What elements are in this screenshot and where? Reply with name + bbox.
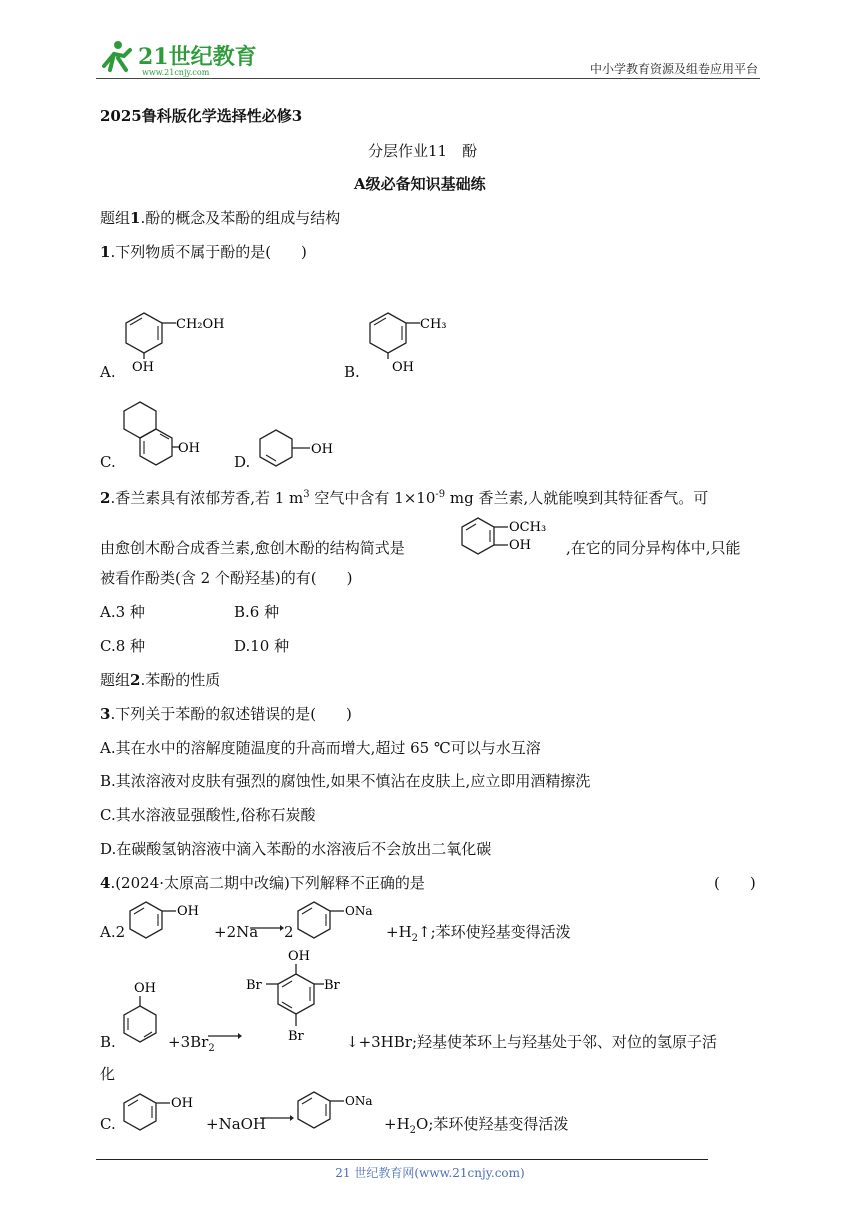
- q1-option-a-label: A.: [100, 363, 116, 381]
- platform-name: 中小学教育资源及组卷应用平台: [589, 62, 758, 76]
- question-4-stem: 4.(2024·太原高二期中改编)下列解释不正确的是: [100, 874, 425, 892]
- svg-text:OH: OH: [171, 1096, 193, 1111]
- q3-option-d: D.在碳酸氢钠溶液中滴入苯酚的水溶液后不会放出二氧化碳: [100, 840, 492, 858]
- svg-text:CH₃: CH₃: [420, 317, 447, 332]
- question-2-line-2b: ,在它的同分异构体中,只能: [566, 539, 741, 557]
- svg-text:OH: OH: [509, 538, 531, 553]
- question-2-line-1: 2.香兰素具有浓郁芳香,若 1 $m^3$ 空气中含有 $1\times 10^{-9}$ mg 香兰素,人就能嗅到其特征香气。可: [100, 489, 709, 507]
- q1-structure-d: [256, 426, 346, 472]
- svg-text:OH: OH: [177, 904, 199, 919]
- q2-option-a: A.3 种: [100, 603, 145, 621]
- q1-structure-c: [118, 396, 218, 470]
- q1-option-d-label: D.: [234, 453, 251, 471]
- svg-text:Br: Br: [324, 978, 340, 993]
- svg-text:ONa: ONa: [345, 1094, 373, 1108]
- guaiacol-structure: [458, 514, 558, 558]
- q3-option-a: A.其在水中的溶解度随温度的升高而增大,超过 65 ℃可以与水互溶: [100, 739, 541, 757]
- q4-option-c-reagent: +NaOH: [206, 1115, 267, 1133]
- reaction-arrow-icon: [208, 1030, 242, 1042]
- q2-option-c: C.8 种: [100, 637, 146, 655]
- q1-option-b-label: B.: [344, 363, 360, 381]
- level-heading: A级必备知识基础练: [354, 175, 486, 193]
- svg-text:CH₂OH: CH₂OH: [176, 317, 225, 332]
- footer-link[interactable]: 21 世纪教育网(www.21cnjy.com): [335, 1166, 525, 1180]
- q3-option-b: B.其浓溶液对皮肤有强烈的腐蚀性,如果不慎沾在皮肤上,应立即用酒精擦洗: [100, 772, 591, 790]
- question-2-line-3: 被看作酚类(含 2 个酚羟基)的有( ): [100, 569, 353, 587]
- svg-text:www.21cnjy.com: www.21cnjy.com: [142, 68, 210, 77]
- question-2-line-2a: 由愈创木酚合成香兰素,愈创木酚的结构简式是: [100, 539, 405, 557]
- reaction-arrow-icon: [260, 1112, 294, 1124]
- group-heading-2: 题组2.苯酚的性质: [100, 671, 221, 689]
- q4-option-b-prefix: B.: [100, 1033, 116, 1051]
- svg-text:ONa: ONa: [345, 904, 373, 918]
- q4-option-a-reagent: +2Na: [214, 923, 259, 941]
- q4-option-a-coef: 2: [284, 923, 294, 941]
- q4-option-c-prefix: C.: [100, 1115, 116, 1133]
- header-divider: [96, 78, 760, 79]
- question-4-answer-paren: ( ): [714, 874, 756, 892]
- reaction-arrow-icon: [250, 922, 284, 934]
- q4-option-b-explanation: ↓+3HBr;羟基使苯环上与羟基处于邻、对位的氢原子活: [346, 1033, 718, 1051]
- svg-text:OH: OH: [392, 360, 414, 375]
- question-3-stem: 3.下列关于苯酚的叙述错误的是( ): [100, 705, 352, 723]
- svg-text:OH: OH: [134, 981, 156, 996]
- q4-c-phenoxide: [294, 1088, 384, 1130]
- footer-divider: [96, 1159, 708, 1160]
- svg-text:OH: OH: [178, 441, 200, 456]
- svg-text:OH: OH: [132, 360, 154, 375]
- q4-b-tribromophenol: [244, 946, 348, 1046]
- question-1-stem: 1.下列物质不属于酚的是( ): [100, 243, 307, 261]
- svg-text:OH: OH: [311, 442, 333, 457]
- q4-option-a-explanation: $+H_2↑$;苯环使羟基变得活泼: [386, 923, 571, 944]
- group-heading-1: 题组1.酚的概念及苯酚的组成与结构: [100, 209, 341, 227]
- svg-text:Br: Br: [288, 1029, 304, 1044]
- q1-structure-b: [362, 305, 462, 377]
- q2-option-b: B.6 种: [234, 603, 280, 621]
- q4-b-phenol: [118, 976, 168, 1052]
- page-title: 分层作业11 酚: [368, 142, 478, 160]
- q1-option-c-label: C.: [100, 453, 116, 471]
- runner-icon: [104, 41, 130, 70]
- svg-text:Br: Br: [246, 978, 262, 993]
- q4-option-b-wrap: 化: [100, 1065, 116, 1083]
- q3-option-c: C.其水溶液显强酸性,俗称石炭酸: [100, 806, 316, 824]
- svg-text:OH: OH: [288, 949, 310, 964]
- q4-option-c-explanation: $+H_2O$;苯环使羟基变得活泼: [384, 1115, 569, 1136]
- q1-structure-a: [118, 305, 248, 377]
- svg-text:21世纪教育: 21世纪教育: [138, 44, 256, 70]
- q4-option-b-reagent: $+3Br_2$: [168, 1033, 215, 1054]
- q4-c-phenol: [120, 1090, 204, 1132]
- q2-option-d: D.10 种: [234, 637, 290, 655]
- q4-a-phenoxide: [294, 898, 384, 940]
- logo: [96, 36, 256, 80]
- q4-option-a-prefix: A.2: [100, 923, 126, 941]
- q4-a-phenol: [126, 898, 206, 940]
- svg-text:OCH₃: OCH₃: [509, 520, 547, 535]
- course-title: 2025鲁科版化学选择性必修3: [100, 107, 303, 125]
